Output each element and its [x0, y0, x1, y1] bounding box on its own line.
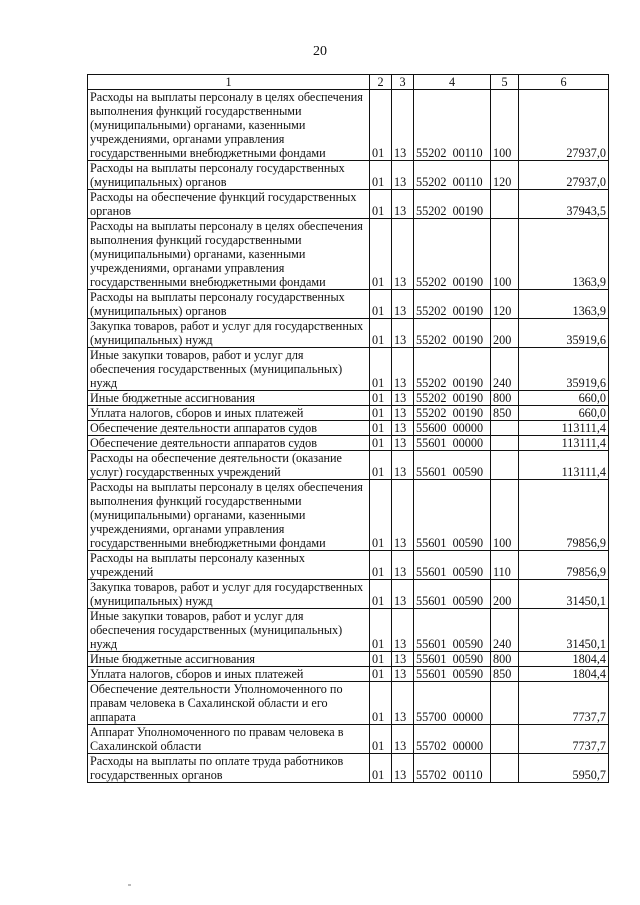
- row-target-article-code: 55700 00000: [414, 682, 491, 725]
- row-subsection-code: 13: [392, 667, 414, 682]
- row-section-code: 01: [370, 667, 392, 682]
- row-subsection-code: 13: [392, 725, 414, 754]
- table-row: [88, 406, 609, 421]
- row-target-article-code: 55202 00190: [414, 190, 491, 219]
- row-expense-type-code: 850: [491, 667, 519, 682]
- row-target-article-code: 55202 00190: [414, 348, 491, 391]
- row-target-article-code: 55601 00590: [414, 451, 491, 480]
- header-col-3: 3: [392, 75, 414, 90]
- row-expense-type-code: 120: [491, 290, 519, 319]
- row-description: Иные закупки товаров, работ и услуг для обеспечения государственных (муниципальных) нужд: [88, 609, 370, 652]
- row-description: Расходы на обеспечение деятельности (оказание услуг) государственных учреждений: [88, 451, 370, 480]
- row-target-article-code: 55202 00190: [414, 219, 491, 290]
- row-subsection-code: 13: [392, 161, 414, 190]
- row-amount: 27937,0: [519, 161, 609, 190]
- row-description: Аппарат Уполномоченного по правам человека в Сахалинской области: [88, 725, 370, 754]
- row-section-code: 01: [370, 190, 392, 219]
- row-description: Уплата налогов, сборов и иных платежей: [88, 667, 370, 682]
- row-description: Расходы на выплаты персоналу государственных (муниципальных) органов: [88, 290, 370, 319]
- row-section-code: 01: [370, 290, 392, 319]
- table-row: [88, 580, 609, 609]
- table-row: [88, 421, 609, 436]
- table-row: [88, 190, 609, 219]
- row-description: Обеспечение деятельности Уполномоченного по правам человека в Сахалинской области и его аппарата: [88, 682, 370, 725]
- row-subsection-code: 13: [392, 290, 414, 319]
- row-description: Закупка товаров, работ и услуг для государственных (муниципальных) нужд: [88, 580, 370, 609]
- table-row: [88, 667, 609, 682]
- row-amount: 35919,6: [519, 319, 609, 348]
- row-subsection-code: 13: [392, 551, 414, 580]
- row-subsection-code: 13: [392, 391, 414, 406]
- row-section-code: 01: [370, 580, 392, 609]
- row-subsection-code: 13: [392, 451, 414, 480]
- row-section-code: 01: [370, 161, 392, 190]
- row-description: Обеспечение деятельности аппаратов судов: [88, 421, 370, 436]
- row-target-article-code: 55202 00190: [414, 391, 491, 406]
- header-col-6: 6: [519, 75, 609, 90]
- row-target-article-code: 55702 00000: [414, 725, 491, 754]
- row-expense-type-code: 100: [491, 219, 519, 290]
- row-target-article-code: 55601 00590: [414, 667, 491, 682]
- row-expense-type-code: 120: [491, 161, 519, 190]
- row-section-code: 01: [370, 391, 392, 406]
- row-section-code: 01: [370, 480, 392, 551]
- row-target-article-code: 55202 00190: [414, 406, 491, 421]
- row-description: Иные закупки товаров, работ и услуг для обеспечения государственных (муниципальных) нужд: [88, 348, 370, 391]
- row-section-code: 01: [370, 219, 392, 290]
- row-description: Уплата налогов, сборов и иных платежей: [88, 406, 370, 421]
- row-amount: 1363,9: [519, 290, 609, 319]
- scan-mark: [128, 884, 131, 886]
- table-row: [88, 551, 609, 580]
- row-description: Расходы на выплаты персоналу в целях обеспечения выполнения функций государственными (муниципальными) органами, казенными учреждениями, органами управления государственными внебюджетными фондами: [88, 90, 370, 161]
- row-amount: 660,0: [519, 391, 609, 406]
- row-description: Расходы на обеспечение функций государственных органов: [88, 190, 370, 219]
- row-expense-type-code: [491, 451, 519, 480]
- row-description: Расходы на выплаты персоналу казенных учреждений: [88, 551, 370, 580]
- table-row: [88, 682, 609, 725]
- row-subsection-code: 13: [392, 421, 414, 436]
- header-col-1: 1: [88, 75, 370, 90]
- row-amount: 1363,9: [519, 219, 609, 290]
- row-amount: 7737,7: [519, 682, 609, 725]
- row-amount: 1804,4: [519, 652, 609, 667]
- row-amount: 113111,4: [519, 436, 609, 451]
- row-section-code: 01: [370, 652, 392, 667]
- table-row: [88, 609, 609, 652]
- row-amount: 35919,6: [519, 348, 609, 391]
- row-expense-type-code: 800: [491, 652, 519, 667]
- row-section-code: 01: [370, 682, 392, 725]
- row-target-article-code: 55600 00000: [414, 421, 491, 436]
- row-description: Иные бюджетные ассигнования: [88, 391, 370, 406]
- row-description: Расходы на выплаты персоналу в целях обеспечения выполнения функций государственными (муниципальными) органами, казенными учреждениями, органами управления государственными внебюджетными фондами: [88, 480, 370, 551]
- row-amount: 37943,5: [519, 190, 609, 219]
- row-subsection-code: 13: [392, 580, 414, 609]
- row-target-article-code: 55601 00000: [414, 436, 491, 451]
- row-section-code: 01: [370, 725, 392, 754]
- header-col-5: 5: [491, 75, 519, 90]
- row-expense-type-code: 100: [491, 480, 519, 551]
- row-subsection-code: 13: [392, 682, 414, 725]
- row-expense-type-code: [491, 725, 519, 754]
- row-amount: 31450,1: [519, 580, 609, 609]
- table-row: [88, 161, 609, 190]
- row-target-article-code: 55601 00590: [414, 652, 491, 667]
- row-target-article-code: 55202 00110: [414, 161, 491, 190]
- row-target-article-code: 55702 00110: [414, 754, 491, 783]
- row-amount: 660,0: [519, 406, 609, 421]
- row-amount: 79856,9: [519, 480, 609, 551]
- row-amount: 7737,7: [519, 725, 609, 754]
- row-section-code: 01: [370, 406, 392, 421]
- row-section-code: 01: [370, 348, 392, 391]
- row-expense-type-code: 200: [491, 319, 519, 348]
- row-amount: 79856,9: [519, 551, 609, 580]
- table-row: [88, 319, 609, 348]
- row-expense-type-code: [491, 190, 519, 219]
- row-section-code: 01: [370, 421, 392, 436]
- row-description: Закупка товаров, работ и услуг для государственных (муниципальных) нужд: [88, 319, 370, 348]
- row-section-code: 01: [370, 90, 392, 161]
- row-description: Расходы на выплаты персоналу в целях обеспечения выполнения функций государственными (муниципальными) органами, казенными учреждениями, органами управления государственными внебюджетными фондами: [88, 219, 370, 290]
- table-row: [88, 436, 609, 451]
- row-target-article-code: 55202 00110: [414, 90, 491, 161]
- row-amount: 113111,4: [519, 451, 609, 480]
- row-expense-type-code: [491, 436, 519, 451]
- row-section-code: 01: [370, 609, 392, 652]
- table-row: [88, 451, 609, 480]
- row-expense-type-code: 200: [491, 580, 519, 609]
- row-subsection-code: 13: [392, 609, 414, 652]
- header-row: [88, 75, 609, 90]
- row-expense-type-code: [491, 682, 519, 725]
- row-section-code: 01: [370, 451, 392, 480]
- row-expense-type-code: 100: [491, 90, 519, 161]
- row-subsection-code: 13: [392, 652, 414, 667]
- row-subsection-code: 13: [392, 319, 414, 348]
- row-subsection-code: 13: [392, 219, 414, 290]
- table-row: [88, 391, 609, 406]
- row-description: Иные бюджетные ассигнования: [88, 652, 370, 667]
- row-expense-type-code: [491, 421, 519, 436]
- table-row: [88, 725, 609, 754]
- header-col-4: 4: [414, 75, 491, 90]
- table-row: [88, 290, 609, 319]
- table-row: [88, 652, 609, 667]
- row-description: Обеспечение деятельности аппаратов судов: [88, 436, 370, 451]
- row-section-code: 01: [370, 436, 392, 451]
- row-subsection-code: 13: [392, 754, 414, 783]
- row-subsection-code: 13: [392, 480, 414, 551]
- row-expense-type-code: 240: [491, 348, 519, 391]
- table-row: [88, 219, 609, 290]
- row-amount: 113111,4: [519, 421, 609, 436]
- row-amount: 31450,1: [519, 609, 609, 652]
- row-description: Расходы на выплаты персоналу государственных (муниципальных) органов: [88, 161, 370, 190]
- row-amount: 27937,0: [519, 90, 609, 161]
- row-expense-type-code: 110: [491, 551, 519, 580]
- table-row: [88, 754, 609, 783]
- row-description: Расходы на выплаты по оплате труда работников государственных органов: [88, 754, 370, 783]
- budget-table: [87, 74, 609, 783]
- row-section-code: 01: [370, 551, 392, 580]
- header-col-2: 2: [370, 75, 392, 90]
- row-subsection-code: 13: [392, 406, 414, 421]
- row-target-article-code: 55202 00190: [414, 319, 491, 348]
- table-row: [88, 348, 609, 391]
- row-subsection-code: 13: [392, 90, 414, 161]
- row-expense-type-code: 800: [491, 391, 519, 406]
- table-body: [88, 90, 609, 783]
- row-expense-type-code: 240: [491, 609, 519, 652]
- row-expense-type-code: 850: [491, 406, 519, 421]
- page-number: 20: [313, 44, 327, 59]
- row-subsection-code: 13: [392, 348, 414, 391]
- row-subsection-code: 13: [392, 436, 414, 451]
- row-target-article-code: 55601 00590: [414, 580, 491, 609]
- row-amount: 5950,7: [519, 754, 609, 783]
- row-section-code: 01: [370, 319, 392, 348]
- row-expense-type-code: [491, 754, 519, 783]
- row-subsection-code: 13: [392, 190, 414, 219]
- row-target-article-code: 55601 00590: [414, 551, 491, 580]
- row-amount: 1804,4: [519, 667, 609, 682]
- row-section-code: 01: [370, 754, 392, 783]
- row-target-article-code: 55202 00190: [414, 290, 491, 319]
- table-row: [88, 90, 609, 161]
- row-target-article-code: 55601 00590: [414, 480, 491, 551]
- row-target-article-code: 55601 00590: [414, 609, 491, 652]
- table-row: [88, 480, 609, 551]
